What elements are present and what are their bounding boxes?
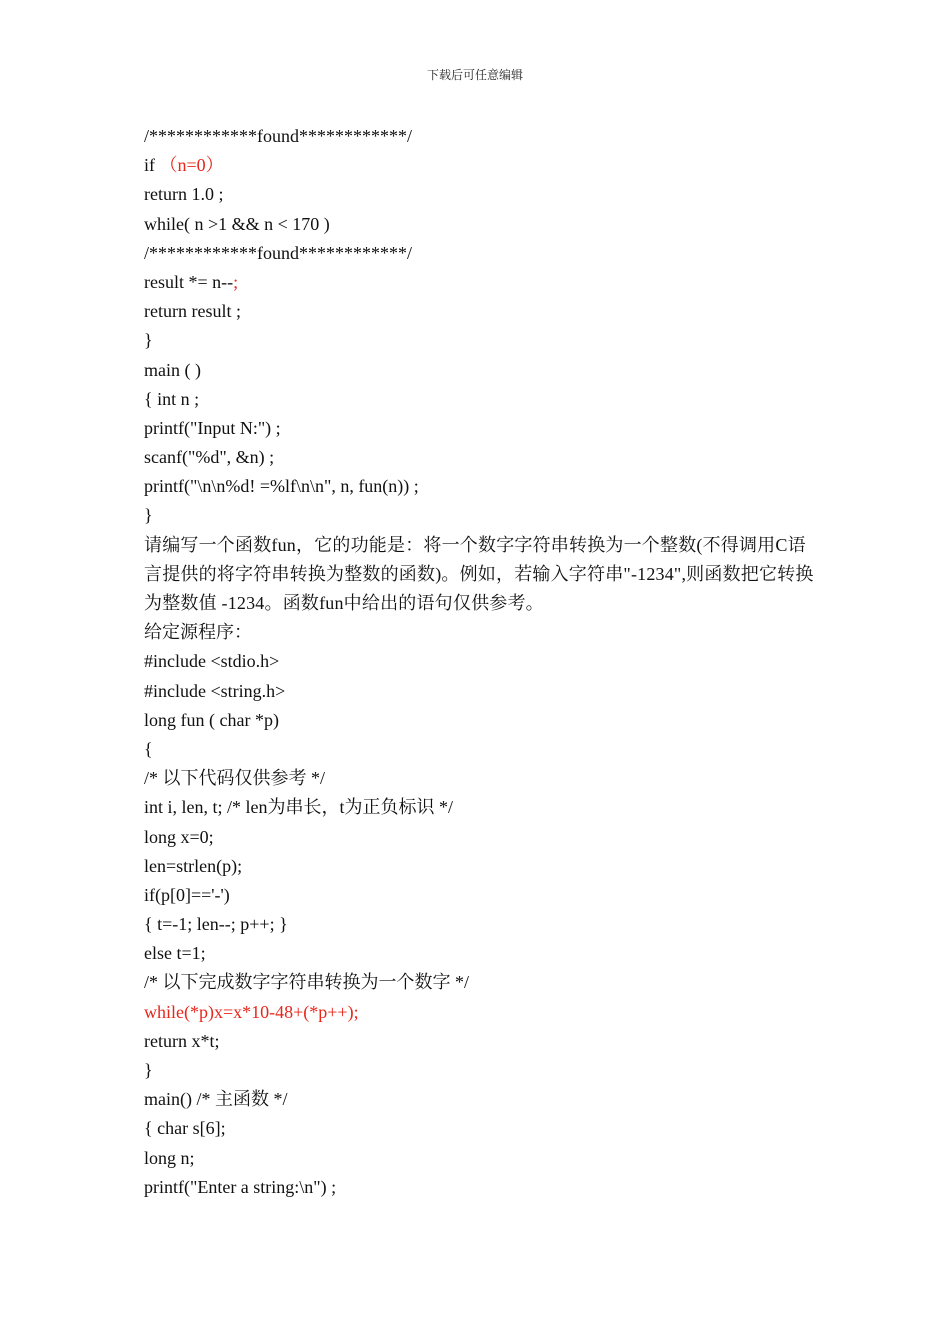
code-line: { t=-1; len--; p++; } bbox=[144, 914, 288, 935]
problem-paragraph: 请编写一个函数fun，它的功能是：将一个数字字符串转换为一个整数(不得调用C语言提供的将字符串转换为整数的函数)。例如，若输入字符串"-1234",则函数把它转换为整数值 -1234。函数fun中给出的语句仅供参考。 bbox=[144, 534, 814, 614]
highlighted-code: while(*p)x=x*10-48+(*p++); bbox=[144, 1001, 359, 1022]
code-line: long n; bbox=[144, 1147, 195, 1168]
code-block-2 bbox=[144, 647, 814, 1202]
highlighted-code: （n=0） bbox=[159, 155, 224, 176]
code-line: return result ; bbox=[144, 301, 241, 322]
code-line: /************found************/ bbox=[144, 126, 412, 146]
code-line: { bbox=[144, 738, 153, 759]
code-line: /* 以下完成数字字符串转换为一个数字 */ bbox=[144, 972, 470, 993]
highlighted-code: ; bbox=[233, 271, 239, 292]
code-line: { int n ; bbox=[144, 388, 200, 409]
page-header: 下载后可任意编辑 bbox=[426, 68, 523, 82]
code-line: return x*t; bbox=[144, 1030, 220, 1051]
code-line: } bbox=[144, 1060, 153, 1081]
code-line: } bbox=[144, 330, 153, 351]
code-line: /************found************/ bbox=[144, 242, 412, 263]
code-line bbox=[144, 998, 814, 1027]
code-line: printf("Input N:") ; bbox=[144, 417, 281, 438]
code-block-1 bbox=[144, 122, 814, 531]
code-line: main() /* 主函数 */ bbox=[144, 1089, 288, 1110]
code-line: else t=1; bbox=[144, 943, 206, 964]
code-line: long fun ( char *p) bbox=[144, 709, 279, 730]
code-line: printf("\n\n%d! =%lf\n\n", n, fun(n)) ; bbox=[144, 476, 419, 497]
code-line: scanf("%d", &n) ; bbox=[144, 447, 275, 468]
code-line: main ( ) bbox=[144, 359, 201, 380]
code-line: } bbox=[144, 505, 153, 526]
code-text: result *= n-- bbox=[144, 271, 234, 292]
code-text: if bbox=[144, 155, 160, 176]
code-line: #include <string.h> bbox=[144, 680, 286, 701]
code-line: len=strlen(p); bbox=[144, 855, 243, 876]
code-line: while( n >1 && n < 170 ) bbox=[144, 213, 330, 234]
code-line bbox=[144, 268, 814, 297]
code-line: { char s[6]; bbox=[144, 1118, 226, 1139]
given-source-label: 给定源程序： bbox=[144, 622, 252, 643]
code-line: long x=0; bbox=[144, 826, 214, 847]
code-line: #include <stdio.h> bbox=[144, 651, 280, 672]
code-line bbox=[144, 151, 814, 180]
code-line: printf("Enter a string:\n") ; bbox=[144, 1176, 337, 1197]
code-line: return 1.0 ; bbox=[144, 184, 224, 205]
document-body bbox=[144, 122, 814, 1202]
code-line: if(p[0]=='-') bbox=[144, 884, 230, 905]
code-line: /* 以下代码仅供参考 */ bbox=[144, 768, 326, 789]
code-line: int i, len, t; /* len为串长，t为正负标识 */ bbox=[144, 797, 453, 818]
